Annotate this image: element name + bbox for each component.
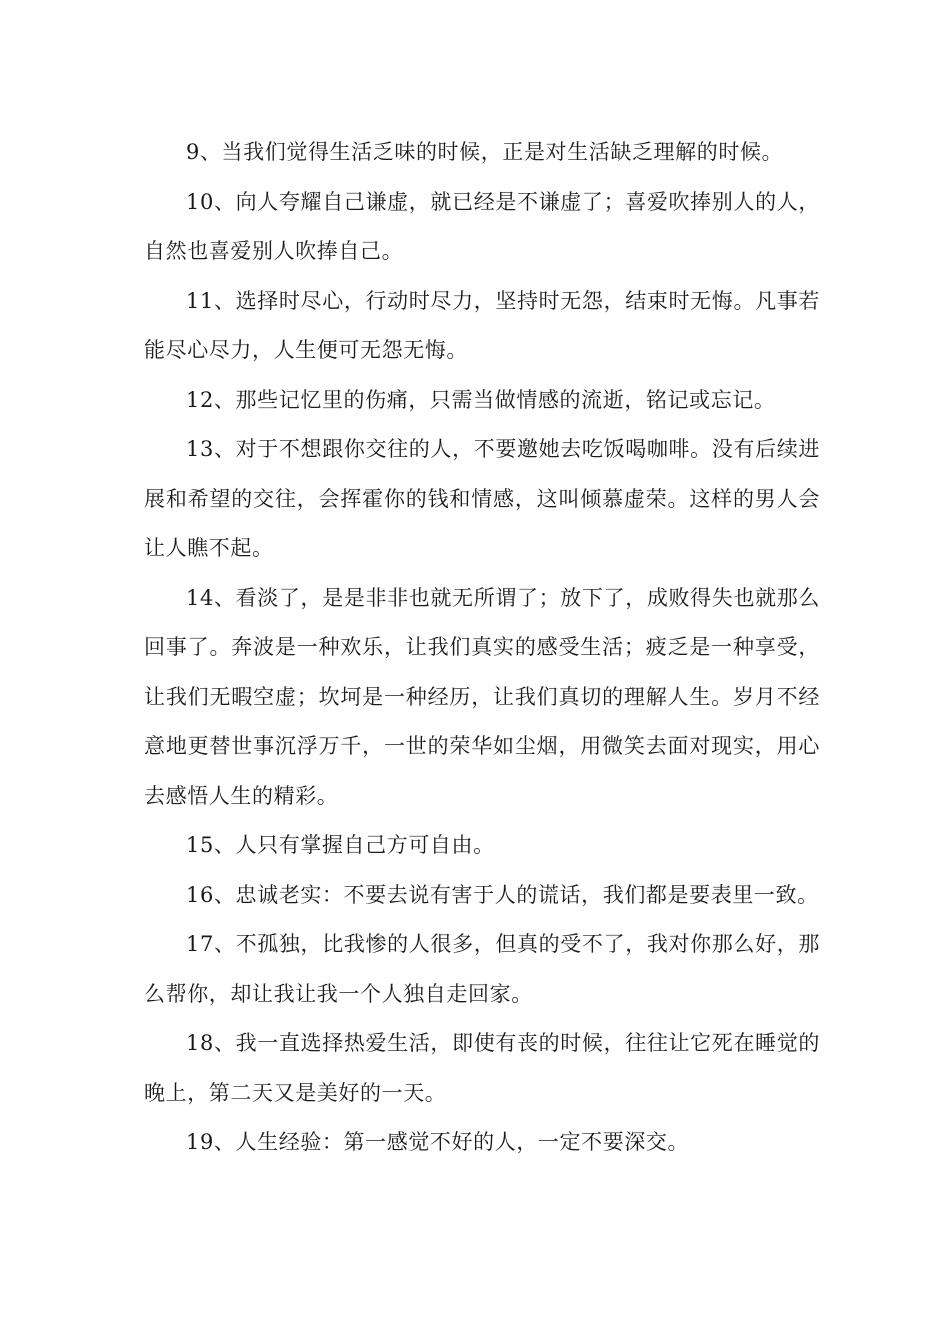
paragraph-15: 15、人只有掌握自己方可自由。 <box>186 833 495 857</box>
document-body <box>144 128 820 1168</box>
paragraph-19: 19、人生经验：第一感觉不好的人，一定不要深交。 <box>186 1130 690 1154</box>
paragraph-9: 9、当我们觉得生活乏味的时候，正是对生活缺乏理解的时候。 <box>186 140 784 164</box>
paragraph-10: 10、向人夸耀自己谦虚，就已经是不谦虚了；喜爱吹捧别人的人，自然也喜爱别人吹捧自己。 <box>144 189 820 263</box>
paragraph-16: 16、忠诚老实：不要去说有害于人的谎话，我们都是要表里一致。 <box>186 882 819 907</box>
paragraph-17: 17、不孤独，比我惨的人很多，但真的受不了，我对你那么好，那么帮你，却让我让我一个人独自走回家。 <box>144 932 820 1006</box>
paragraph-12: 12、那些记忆里的伤痛，只需当做情感的流逝，铭记或忘记。 <box>186 387 776 412</box>
paragraph-14: 14、看淡了，是是非非也就无所谓了；放下了，成败得失也就那么回事了。奔波是一种欢乐，让我们真实的感受生活；疲乏是一种享受，让我们无暇空虚；坎坷是一种经历，让我们真切的理解人生。岁月不经意地更替世事沉浮万千，一世的荣华如尘烟，用微笑去面对现实，用心去感悟人生的精彩。 <box>144 585 820 808</box>
paragraph-13: 13、对于不想跟你交往的人，不要邀她去吃饭喝咖啡。没有后续进展和希望的交往，会挥霍你的钱和情感，这叫倾慕虚荣。这样的男人会让人瞧不起。 <box>144 437 820 560</box>
paragraph-11: 11、选择时尽心，行动时尽力，坚持时无怨，结束时无悔。凡事若能尽心尽力，人生便可无怨无悔。 <box>144 288 820 362</box>
paragraph-18: 18、我一直选择热爱生活，即使有丧的时候，往往让它死在睡觉的晚上，第二天又是美好的一天。 <box>144 1031 820 1105</box>
